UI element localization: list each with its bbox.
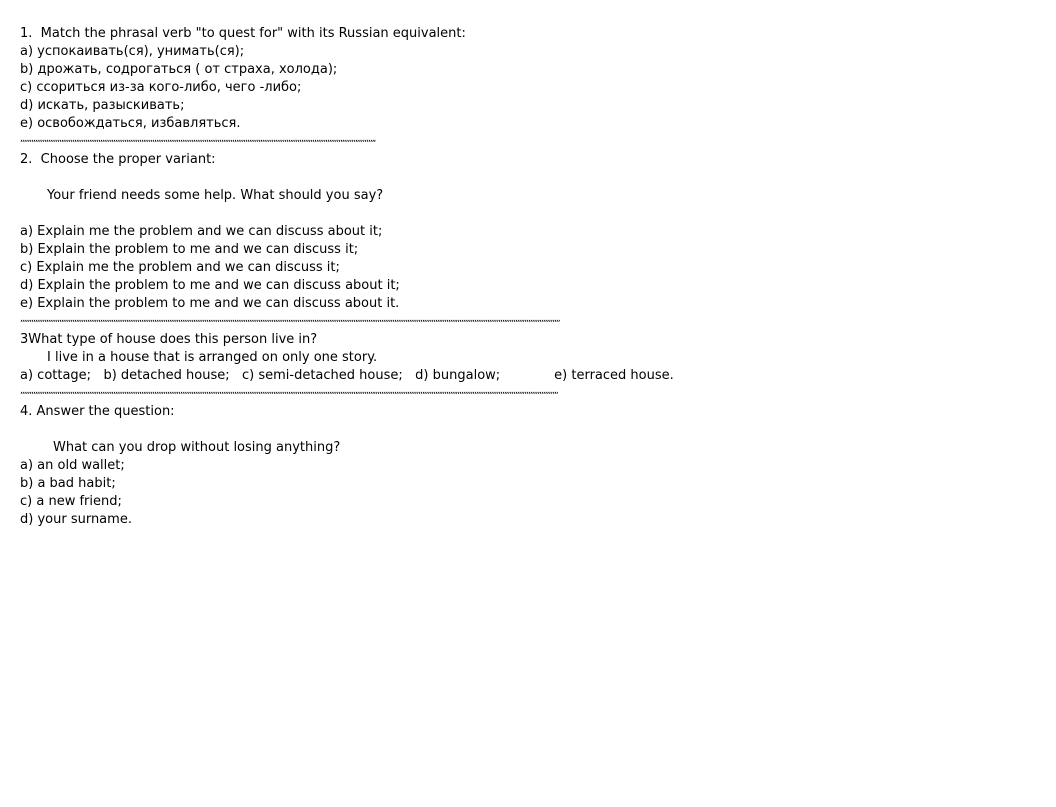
separator-1: ,,,,,,,,,,,,,,,,,,,,,,,,,,,,,,,,,,,,,,,,,,,,,,,,,,,,,,,,,,,,,,,,,,,,,,,,,,,,,,,,,,,,,,,,,,,,,,,,,,,,,,,,,,,,,,,,,,,,,,,,,,,,,,,,,,,,,,,,,,,,,,,,,,,,,,,,,,,,,,,,,,,,,,,,,,,,,,,,,,,,,,,,,,,,,,, xyxy=(20,134,376,144)
blank-line xyxy=(20,169,674,187)
q4-option-c: c) a new friend; xyxy=(20,494,122,509)
q1-option-b: b) дрожать, содрогаться ( от страха, холода); xyxy=(20,62,338,77)
q1-option-c: c) ссориться из-за кого-либо, чего -либо; xyxy=(20,80,302,95)
q3-options-row xyxy=(20,367,674,385)
q3-option-d: d) bungalow; xyxy=(415,368,501,383)
q1-option-d: d) искать, разыскивать; xyxy=(20,98,185,113)
q3-heading: 3What type of house does this person live in? xyxy=(20,332,318,347)
q4-option-d: d) your surname. xyxy=(20,512,132,527)
q3-option-e: e) terraced house. xyxy=(554,368,674,383)
separator-3: ,,,,,,,,,,,,,,,,,,,,,,,,,,,,,,,,,,,,,,,,,,,,,,,,,,,,,,,,,,,,,,,,,,,,,,,,,,,,,,,,,,,,,,,,,,,,,,,,,,,,,,,,,,,,,,,,,,,,,,,,,,,,,,,,,,,,,,,,,,,,,,,,,,,,,,,,,,,,,,,,,,,,,,,,,,,,,,,,,,,,,,,,,,,,,,,,,,,,,,,,,,,,,,,,,,,,,,,,,,,,,,,,,,,,,,,,,,,,,,,,,,,,,,,,,,,,,,,,,,,,,,,,,,,,,,,,,,,,,,,,,,,,,,,,, xyxy=(20,386,558,396)
q1-option-a: a) успокаивать(ся), унимать(ся); xyxy=(20,44,245,59)
q3-prompt: I live in a house that is arranged on only one story. xyxy=(47,350,378,365)
q2-option-d: d) Explain the problem to me and we can discuss about it; xyxy=(20,278,400,293)
q2-option-e: e) Explain the problem to me and we can discuss about it. xyxy=(20,296,400,311)
q2-heading: 2. Choose the proper variant: xyxy=(20,152,216,167)
q4-option-a: a) an old wallet; xyxy=(20,458,125,473)
q2-option-a: a) Explain me the problem and we can discuss about it; xyxy=(20,224,383,239)
q1-heading: 1. Match the phrasal verb "to quest for" with its Russian equivalent: xyxy=(20,26,466,41)
q3-option-c: c) semi-detached house; xyxy=(242,368,403,383)
separator-2: ,,,,,,,,,,,,,,,,,,,,,,,,,,,,,,,,,,,,,,,,,,,,,,,,,,,,,,,,,,,,,,,,,,,,,,,,,,,,,,,,,,,,,,,,,,,,,,,,,,,,,,,,,,,,,,,,,,,,,,,,,,,,,,,,,,,,,,,,,,,,,,,,,,,,,,,,,,,,,,,,,,,,,,,,,,,,,,,,,,,,,,,,,,,,,,,,,,,,,,,,,,,,,,,,,,,,,,,,,,,,,,,,,,,,,,,,,,,,,,,,,,,,,,,,,,,,,,,,,,,,,,,,,,,,,,,,,,,,,,,,,,,,,,,,,, xyxy=(20,314,560,324)
q2-option-b: b) Explain the problem to me and we can discuss it; xyxy=(20,242,359,257)
q3-option-a: a) cottage; xyxy=(20,368,92,383)
q2-prompt: Your friend needs some help. What should you say? xyxy=(47,188,384,203)
q4-prompt: What can you drop without losing anything? xyxy=(53,440,341,455)
blank-line xyxy=(20,205,674,223)
q1-option-e: e) освобождаться, избавляться. xyxy=(20,116,241,131)
blank-line xyxy=(20,421,674,439)
q2-option-c: c) Explain me the problem and we can discuss it; xyxy=(20,260,340,275)
q3-option-b: b) detached house; xyxy=(103,368,230,383)
q4-option-b: b) a bad habit; xyxy=(20,476,116,491)
document-body xyxy=(20,25,674,529)
q4-heading: 4. Answer the question: xyxy=(20,404,175,419)
